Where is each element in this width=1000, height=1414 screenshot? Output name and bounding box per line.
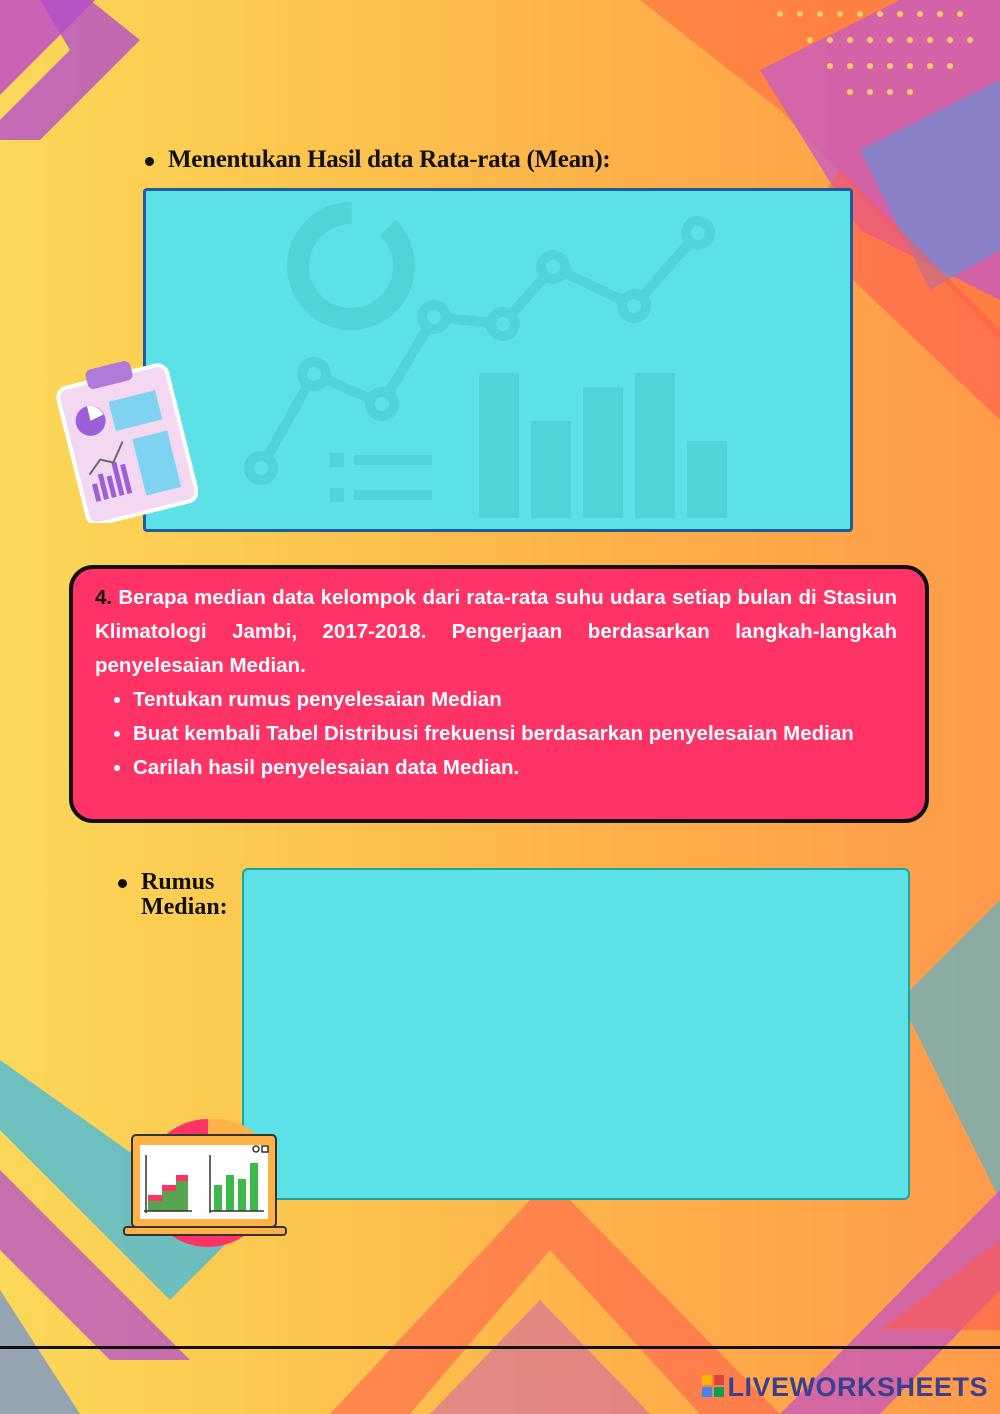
median-heading-line2: Median: xyxy=(141,894,228,920)
bullet-icon xyxy=(118,879,127,888)
median-answer-box[interactable] xyxy=(242,868,910,1200)
mean-answer-box[interactable] xyxy=(143,188,853,532)
mean-heading-text: Menentukan Hasil data Rata-rata (Mean): xyxy=(168,146,611,173)
list-item: • Carilah hasil penyelesaian data Median. xyxy=(133,751,897,785)
median-heading-line1: Rumus xyxy=(141,869,215,895)
mean-section-heading xyxy=(145,146,610,174)
footer-divider xyxy=(0,1346,1000,1349)
list-item: • Tentukan rumus penyelesaian Median xyxy=(133,683,897,717)
list-item: • Buat kembali Tabel Distribusi frekuensi berdasarkan penyelesaian Median xyxy=(133,717,897,751)
question-steps-list xyxy=(95,683,897,785)
footer-brand[interactable] xyxy=(702,1372,988,1403)
bullet-icon xyxy=(145,157,154,166)
liveworksheets-logo-icon xyxy=(702,1375,724,1397)
laptop-chart-icon xyxy=(122,1115,288,1255)
question-text: Berapa median data kelompok dari rata-rata suhu udara setiap bulan di Stasiun Klimatologi Jambi, 2017-2018. Pengerjaan berdasarkan langkah-langkah penyelesaian Median. xyxy=(95,586,897,677)
question-card xyxy=(69,565,929,823)
clipboard-chart-icon xyxy=(52,355,198,523)
median-section-heading xyxy=(118,870,228,920)
question-number: 4. xyxy=(95,586,113,609)
faded-chart-illustration xyxy=(146,191,850,529)
question-paragraph xyxy=(95,581,897,683)
footer-brand-text: LIVEWORKSHEETS xyxy=(727,1372,988,1402)
